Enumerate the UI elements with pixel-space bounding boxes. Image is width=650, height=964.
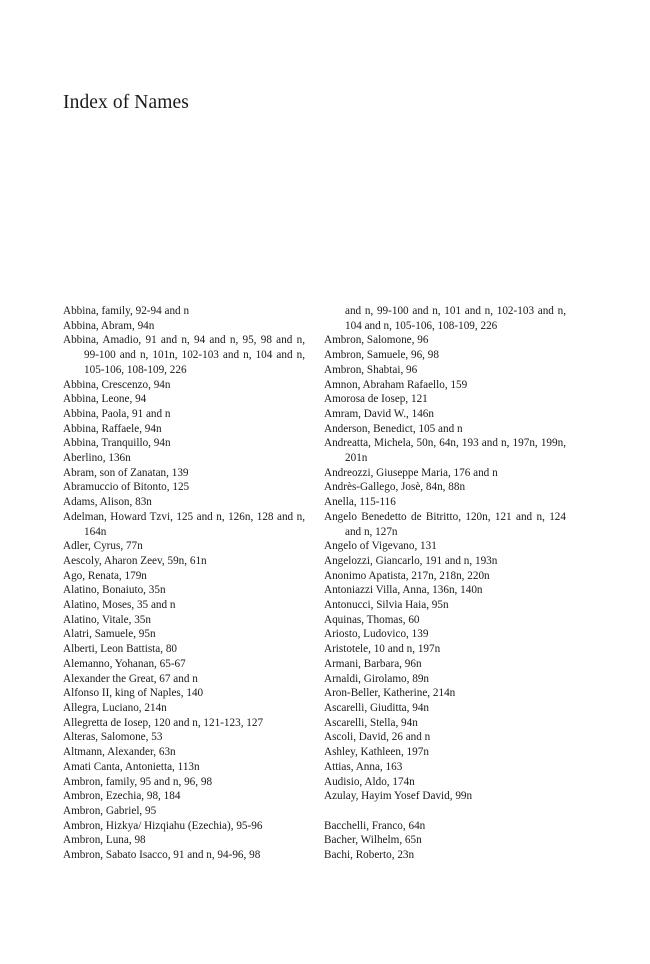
index-entry: Ambron, Hizkya/ Hizqiahu (Ezechia), 95-96: [63, 819, 263, 832]
index-entry: Amram, David W., 146n: [324, 407, 434, 420]
index-entry: Ambron, Luna, 98: [63, 834, 146, 847]
index-entry: Alfonso II, king of Naples, 140: [63, 687, 204, 700]
page-title: Index of Names: [63, 92, 189, 113]
index-entry: Altmann, Alexander, 63n: [63, 746, 176, 759]
index-entry: Amnon, Abraham Rafaello, 159: [324, 378, 468, 391]
index-entry: Abbina, Amadio, 91 and n, 94 and n, 95, 98 and n, 99-100 and n, 101n, 102-103 and n, 104 and n, 105-106, 108-109, 226: [63, 334, 305, 376]
index-entry: Attias, Anna, 163: [324, 760, 403, 773]
index-entry: Ascarelli, Stella, 94n: [324, 716, 418, 729]
index-entry: Ambron, Shabtai, 96: [324, 363, 418, 376]
index-entry: Abram, son of Zanatan, 139: [63, 466, 189, 479]
index-entry: Antonucci, Silvia Haia, 95n: [324, 599, 449, 612]
index-entry: Angelozzi, Giancarlo, 191 and n, 193n: [324, 554, 498, 567]
index-entry: Aquinas, Thomas, 60: [324, 613, 420, 626]
index-entry: Ambron, Ezechia, 98, 184: [63, 790, 181, 803]
index-entry: Bacher, Wilhelm, 65n: [324, 834, 422, 847]
index-entry: Abramuccio of Bitonto, 125: [63, 481, 190, 494]
index-entry: Alberti, Leon Battista, 80: [63, 643, 178, 656]
index-entry: Abbina, Crescenzo, 94n: [63, 378, 171, 391]
index-entry: Andrès-Gallego, Josè, 84n, 88n: [324, 481, 466, 494]
letter-section-gap: [324, 804, 566, 819]
index-entry: Amorosa de Iosep, 121: [324, 393, 428, 406]
index-entry: Ariosto, Ludovico, 139: [324, 628, 429, 641]
index-entry: Adler, Cyrus, 77n: [63, 540, 143, 553]
index-entry: Alatino, Moses, 35 and n: [63, 599, 176, 612]
index-entry: Anderson, Benedict, 105 and n: [324, 422, 463, 435]
index-entry: Bachi, Roberto, 23n: [324, 849, 415, 861]
index-column-left: [63, 304, 305, 863]
index-entry: Alatri, Samuele, 95n: [63, 628, 156, 641]
index-entry: Ambron, Samuele, 96, 98: [324, 349, 439, 362]
index-entry: Arnaldi, Girolamo, 89n: [324, 672, 430, 685]
index-entry: Antoniazzi Villa, Anna, 136n, 140n: [324, 584, 483, 597]
index-entry: Armani, Barbara, 96n: [324, 657, 422, 670]
index-entry: Amati Canta, Antonietta, 113n: [63, 760, 200, 773]
index-entry: Abbina, family, 92-94 and n: [63, 305, 190, 317]
index-entry: Aristotele, 10 and n, 197n: [324, 643, 441, 656]
index-entry: Azulay, Hayim Yosef David, 99n: [324, 790, 473, 803]
index-entry: Ambron, Salomone, 96: [324, 334, 429, 347]
index-entry: Abbina, Raffaele, 94n: [63, 422, 162, 435]
index-entry: Abbina, Tranquillo, 94n: [63, 437, 171, 450]
index-entry-continuation: and n, 99-100 and n, 101 and n, 102-103 and n, 104 and n, 105-106, 108-109, 226: [345, 305, 566, 332]
index-entry: Angelo Benedetto de Bitritto, 120n, 121 and n, 124 and n, 127n: [324, 510, 566, 538]
index-entry: Alexander the Great, 67 and n: [63, 672, 198, 685]
index-entry: Angelo of Vigevano, 131: [324, 540, 437, 553]
index-entry: Alatino, Vitale, 35n: [63, 613, 151, 626]
index-entry: Aescoly, Aharon Zeev, 59n, 61n: [63, 554, 207, 567]
index-column-right: [324, 304, 566, 863]
index-entry: Andreatta, Michela, 50n, 64n, 193 and n, 197n, 199n, 201n: [324, 437, 566, 465]
index-entry: Ashley, Kathleen, 197n: [324, 746, 429, 759]
index-entry: Bacchelli, Franco, 64n: [324, 819, 426, 832]
index-entry: Ascarelli, Giuditta, 94n: [324, 701, 430, 714]
index-entry: Aberlino, 136n: [63, 452, 131, 465]
index-entry: Anella, 115-116: [324, 496, 396, 509]
index-entry: Ambron, family, 95 and n, 96, 98: [63, 775, 213, 788]
index-entry: Abbina, Paola, 91 and n: [63, 407, 171, 420]
index-entry: Alemanno, Yohanan, 65-67: [63, 657, 186, 670]
index-entry: Andreozzi, Giuseppe Maria, 176 and n: [324, 466, 498, 479]
index-entry: Ago, Renata, 179n: [63, 569, 147, 582]
index-entry: Alteras, Salomone, 53: [63, 731, 163, 744]
index-entry: Adams, Alison, 83n: [63, 496, 152, 509]
index-entry: Ambron, Sabato Isacco, 91 and n, 94-96, 98: [63, 849, 261, 862]
index-entry: Allegretta de Iosep, 120 and n, 121-123, 127: [63, 716, 264, 729]
index-entry: Allegra, Luciano, 214n: [63, 701, 167, 714]
index-entry: Abbina, Leone, 94: [63, 393, 147, 406]
index-entry: Ambron, Gabriel, 95: [63, 804, 157, 817]
index-entry: Anonimo Apatista, 217n, 218n, 220n: [324, 569, 490, 582]
index-entry: Adelman, Howard Tzvi, 125 and n, 126n, 128 and n, 164n: [63, 510, 305, 538]
index-entry: Ascoli, David, 26 and n: [324, 731, 431, 744]
index-entry: Audisio, Aldo, 174n: [324, 775, 415, 788]
index-entry: Abbina, Abram, 94n: [63, 319, 155, 332]
index-entry: Alatino, Bonaiuto, 35n: [63, 584, 166, 597]
index-entry: Aron-Beller, Katherine, 214n: [324, 687, 456, 700]
